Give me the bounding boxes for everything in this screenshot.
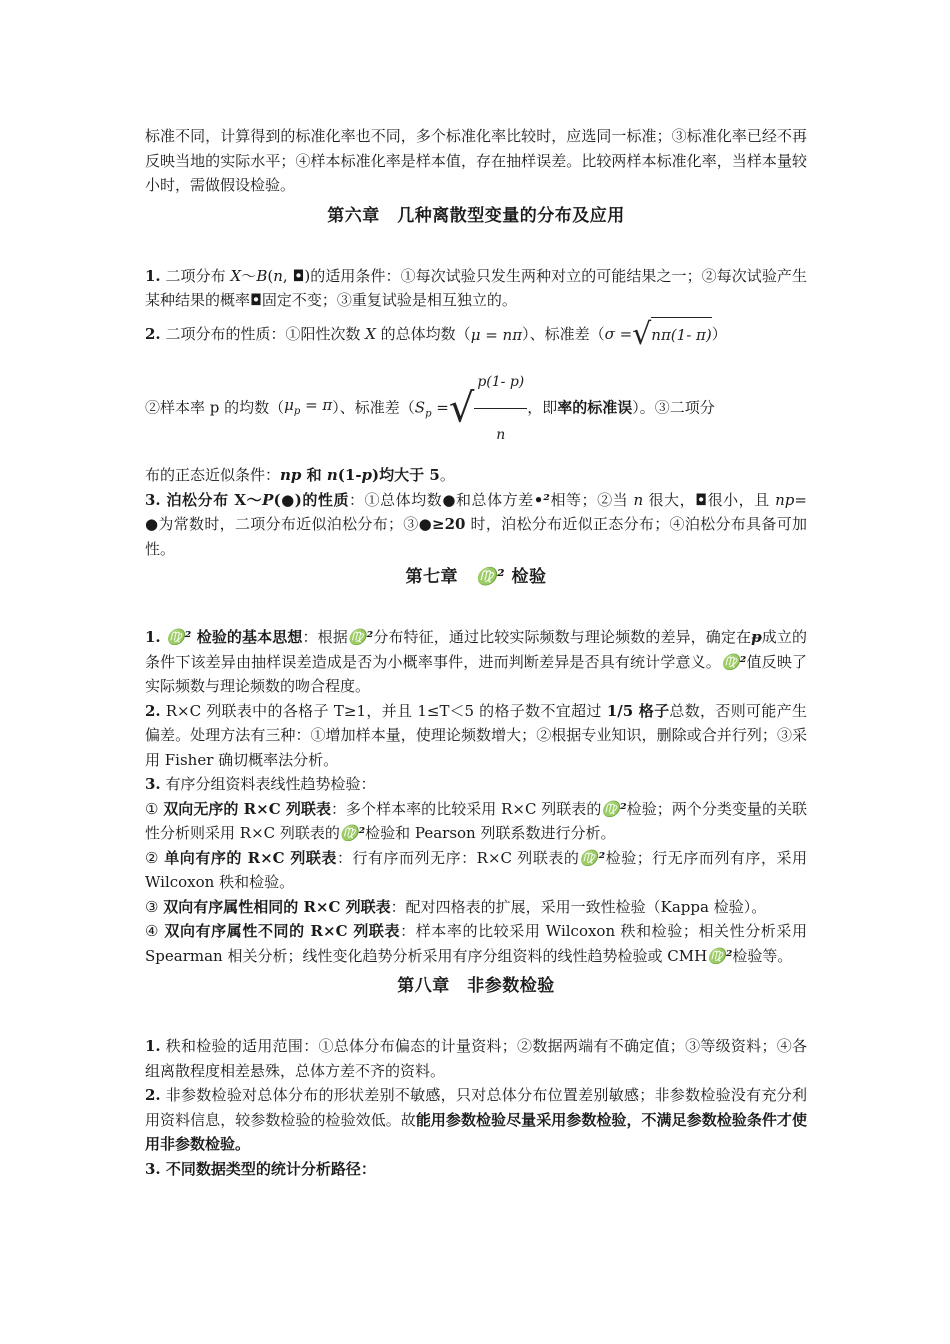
ch6-item-1: 1. 二项分布 X～B(n, ◘)的适用条件：①每次试验只发生两种对立的可能结果之一；②每次试验产生某种结果的概率◘固定不变；③重复试验是相互独立的。 — [145, 266, 807, 309]
chapter-6-title: 第六章 几种离散型变量的分布及应用 — [327, 205, 625, 226]
ch6-item-2: 2. 二项分布的性质：①阳性次数 X 的总体均数（μ = nπ）、标准差（σ =√nπ(1- π)） — [145, 316, 727, 352]
chapter-8-title: 第八章 非参数检验 — [397, 976, 555, 997]
document-body — [145, 124, 822, 1181]
chapter-7-title: 第七章 ♍² 检验 — [405, 567, 547, 588]
ch7-item-2: 2. R×C 列联表中的各格子 T≥1，并且 1≤T＜5 的格子数不宜超过 1/5 格子总数，否则可能产生偏差。处理方法有三种：①增加样本量，使理论频数增大；②根据专业知识，删除或合并行列；③采用 Fisher 确切概率法分析。 — [145, 701, 808, 769]
symbol-glyph: ◘ — [292, 266, 305, 285]
ch6-item-2-cont: ②样本率 p 的均数$(\mu_p = \pi)$、标准差（$S_p$ =√ $\frac{p(1- p)}{n}$ ，即率的标准误）。③二项分 — [145, 356, 807, 461]
ch7-item-1: 1. ♍² 检验的基本思想：根据♍²分布特征，通过比较实际频数与理论频数的差异，确定在ᵽ成立的条件下该差异由抽样误差造成是否为小概率事件，进而判断差异是否具有统计学意义。♍²值反映了实际频数与理论频数的吻合程度。 — [145, 628, 807, 696]
symbol-glyph: ◘ — [250, 291, 262, 309]
formula-rate-mean: $\mu_p = \pi$ — [284, 396, 333, 418]
ch6-item-2-normal: 布的正态近似条件：np 和 n(1-p)均大于 5。 — [145, 466, 455, 485]
ch7-item-3-c: ③ 双向有序属性相同的 R×C 列联表：配对四格表的扩展，采用一致性检验（Kappa 检验）。 — [145, 897, 767, 916]
ch8-item-3: 3. 不同数据类型的统计分析路径： — [145, 1159, 376, 1178]
formula-binomial-mean: μ = nπ — [470, 325, 523, 344]
formula-rate-se: $S_p$ =√ $\frac{p(1- p)}{n}$ — [415, 356, 527, 461]
ch8-item-2: 2. 非参数检验对总体分布的形状差别不敏感，只对总体分布位置差别敏感；非参数检验没有充分利用资料信息，较参数检验的检验效低。故能用参数检验尽量采用参数检验，不满足参数检验条件才使用非参数检验。 — [145, 1086, 807, 1154]
chi-square-glyph: ♍² — [475, 567, 506, 588]
ch6-item-3: 3. 泊松分布 X～P(●)的性质：①总体均数●和总体方差•²相等；②当 n 很大，◘很小，且 np= ●为常数时，二项分布近似泊松分布；③●≥20 时，泊松分布近似正态分布；④泊松分布具备可加性。 — [145, 490, 822, 558]
ch7-item-3-a: ① 双向无序的 R×C 列联表：多个样本率的比较采用 R×C 列联表的♍²检验；两个分类变量的关联性分析则采用 R×C 列联表的♍²检验和 Pearson 列联系数进行分析。 — [145, 799, 808, 843]
ch7-item-3-d: ④ 双向有序属性不同的 R×C 列联表：样本率的比较采用 Wilcoxon 秩和检验；相关性分析采用 Spearman 相关分析；线性变化趋势分析采用有序分组资料的线性趋势检验或 CMH♍²检验等。 — [145, 922, 807, 965]
ch8-item-1: 1. 秩和检验的适用范围：①总体分布偏态的计量资料；②数据两端有不确定值；③等级资料；④各组离散程度相差悬殊，总体方差不齐的资料。 — [145, 1037, 807, 1080]
formula-binomial-sd: σ =√nπ(1- π) — [604, 316, 712, 352]
intro-paragraph: 标准不同，计算得到的标准化率也不同，多个标准化率比较时，应选同一标准；③标准化率已经不再反映当地的实际水平；④样本标准化率是样本值，存在抽样误差。比较两样本标准化率，当样本量较小时，需做假设检验。 — [145, 127, 807, 194]
ch7-item-3-b: ② 单向有序的 R×C 列联表：行有序而列无序：R×C 列联表的♍²检验；行无序而列有序，采用 Wilcoxon 秩和检验。 — [145, 848, 808, 892]
ch7-item-3: 3. 有序分组资料表线性趋势检验： — [145, 775, 376, 794]
